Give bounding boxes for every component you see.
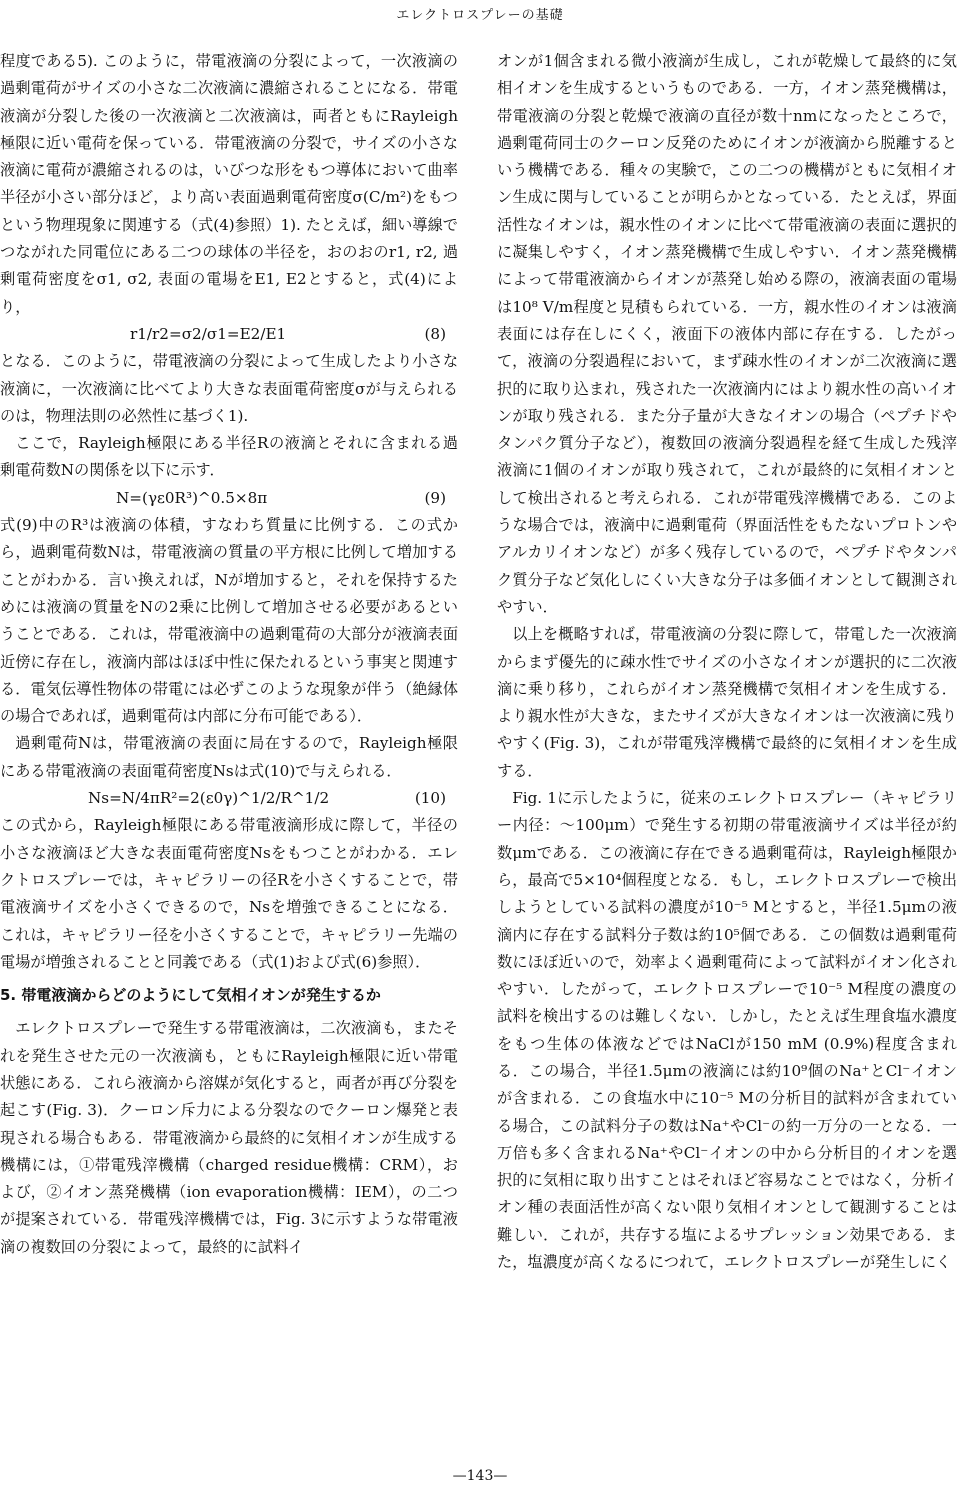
right-column (497, 48, 957, 1276)
paragraph: 式(9)中のR³は液滴の体積，すなわち質量に比例する．この式から，過剰電荷数Nは，帯電液滴の質量の平方根に比例して増加することがわかる．言い換えれば，Nが増加すると，それを保持するためには液滴の質量をNの2乗に比例して増加させる必要があるということである．これは，帯電液滴中の過剰電荷の大部分が液滴表面近傍に存在し，液滴内部はほぼ中性に保たれるという事実と関連する．電気伝導性物体の帯電には必ずこのような現象が伴う（絶縁体の場合であれば，過剰電荷は内部に分布可能である）． (0, 516, 459, 726)
equation-body: Ns=N/4πR²=2(ε0γ)^1/2/R^1/2 (88, 789, 330, 808)
equation-10 (0, 785, 458, 812)
equation-9 (0, 485, 458, 512)
page-number: —143— (452, 1468, 508, 1484)
paragraph: Fig. 1に示したように，従来のエレクトロスプレー（キャピラリー内径：〜100μm）で発生する初期の帯電液滴サイズは半径が約数μmである．この液滴に存在できる過剰電荷は，Rayleigh極限から，最高で5×10⁴個程度となる．もし，エレクトロスプレーで検出しようとしている試料の濃度が10⁻⁵ Mとすると，半径1.5μmの液滴内に存在する試料分子数は約10⁵個である．この個数は過剰電荷数にほぼ近いので，効率よく過剰電荷によって試料がイオン化されやすい．したがって，エレクトロスプレーで10⁻⁵ M程度の濃度の試料を検出するのは難しくない．しかし，たとえば生理食塩水濃度をもつ生体の体液などではNaClが150 mM (0.9%)程度含まれる．この場合，半径1.5μmの液滴には約10⁹個のNa⁺とCl⁻イオンが含まれる．この食塩水中に10⁻⁵ Mの分析目的試料が含まれている場合，この試料分子の数はNa⁺やCl⁻の約一万分の一となる．一万倍も多く含まれるNa⁺やCl⁻イオンの中から分析目的イオンを選択的に気相に取り出すことはそれほど容易なことではなく，分析イオン種の表面活性が高くない限り気相イオンとして観測することは難しい．これが，共存する塩によるサプレッション効果である．また，塩濃度が高くなるにつれて，エレクトロスプレーが発生しにく (497, 789, 957, 1272)
paragraph: 過剰電荷Nは，帯電液滴の表面に局在するので，Rayleigh極限にある帯電液滴の表面電荷密度Nsは式(10)で与えられる． (0, 734, 458, 780)
equation-number: (8) (424, 324, 446, 343)
equation-body: N=(γε0R³)^0.5×8π (116, 488, 268, 507)
paragraph: この式から，Rayleigh極限にある帯電液滴形成に際して，半径の小さな液滴ほど大きな表面電荷密度Nsをもつことがわかる．エレクトロスプレーでは，キャピラリーの径Rを小さくすることで，帯電液滴サイズを小さくできるので，Nsを増強できることになる．これは，キャピラリー径を小さくすることで，キャピラリー先端の電場が増強されることと同義である（式(1)および式(6)参照）． (0, 816, 458, 971)
paragraph: ここで，Rayleigh極限にある半径Rの液滴とそれに含まれる過剰電荷数Nの関係を以下に示す． (0, 434, 458, 480)
paragraph: となる．このように，帯電液滴の分裂によって生成したより小さな液滴に，一次液滴に比べてより大きな表面電荷密度σが与えられるのは，物理法則の必然性に基づく1). (0, 352, 458, 425)
running-header: エレクトロスプレーの基礎 (396, 8, 564, 23)
left-column (0, 48, 458, 1261)
section-heading: 5. 帯電液滴からどのようにして気相イオンが発生するか (0, 986, 381, 1005)
equation-8 (0, 321, 458, 348)
paragraph: 程度である5). このように，帯電液滴の分裂によって，一次液滴の過剰電荷がサイズの小さな二次液滴に濃縮されることになる．帯電液滴が分裂した後の一次液滴と二次液滴は，両者ともにRayleigh極限に近い電荷を保っている．帯電液滴の分裂で，サイズの小さな液滴に電荷が濃縮されるのは，いびつな形をもつ導体において曲率半径が小さい部分ほど，より高い表面過剰電荷密度σ(C/m²)をもつという物理現象に関連する（式(4)参照）1). たとえば，細い導線でつながれた同電位にある二つの球体の半径を，おのおのr1, r2, 過剰電荷密度をσ1, σ2, 表面の電場をE1, E2とすると，式(4)により， (0, 52, 458, 316)
equation-number: (10) (414, 789, 446, 808)
equation-body: r1/r2=σ2/σ1=E2/E1 (130, 324, 287, 343)
paragraph: 以上を概略すれば，帯電液滴の分裂に際して，帯電した一次液滴からまず優先的に疎水性でサイズの小さなイオンが選択的に二次液滴に乗り移り，これらがイオン蒸発機構で気相イオンを生成する．より親水性が大きな，またサイズが大きなイオンは一次液滴に残りやすく(Fig. 3)，これが帯電残滓機構で最終的に気相イオンを生成する． (497, 625, 957, 780)
paragraph: オンが1個含まれる微小液滴が生成し，これが乾燥して最終的に気相イオンを生成するというものである．一方，イオン蒸発機構は，帯電液滴の分裂と乾燥で液滴の直径が数十nmになったところで，過剰電荷同士のクーロン反発のためにイオンが液滴から脱離するという機構である．種々の実験で，この二つの機構がともに気相イオン生成に関与していることが明らかとなっている．たとえば，界面活性なイオンは，親水性のイオンに比べて帯電液滴の表面に選択的に凝集しやすく，イオン蒸発機構で生成しやすい．イオン蒸発機構によって帯電液滴からイオンが蒸発し始める際の，液滴表面の電場は10⁸ V/m程度と見積もられている．一方，親水性のイオンは液滴表面には存在しにくく，液面下の液体内部に存在する．したがって，液滴の分裂過程において，まず疎水性のイオンが二次液滴に選択的に取り込まれ，残された一次液滴内にはより親水性の高いイオンが取り残される．また分子量が大きなイオンの場合（ペプチドやタンパク質分子など），複数回の液滴分裂過程を経て生成した残滓液滴に1個のイオンが取り残されて，これが最終的に気相イオンとして検出されると考えられる．これが帯電残滓機構である．このような場合では，液滴中に過剰電荷（界面活性をもたないプロトンやアルカリイオンなど）が多く残存しているので，ペプチドやタンパク質分子など気化しにくい大きな分子は多価イオンとして観測されやすい． (497, 52, 957, 616)
paragraph: エレクトロスプレーで発生する帯電液滴は，二次液滴も，またそれを発生させた元の一次液滴も，ともにRayleigh極限に近い帯電状態にある．これら液滴から溶媒が気化すると，両者が再び分裂を起こす(Fig. 3)．クーロン斥力による分裂なのでクーロン爆発と表現される場合もある．帯電液滴から最終的に気相イオンが生成する機構には，①帯電残滓機構（charged residue機構：CRM），および，②イオン蒸発機構（ion evaporation機構：IEM），の二つが提案されている．帯電残滓機構では，Fig. 3に示すような帯電液滴の複数回の分裂によって，最終的に試料イ (0, 1019, 459, 1256)
equation-number: (9) (424, 488, 446, 507)
